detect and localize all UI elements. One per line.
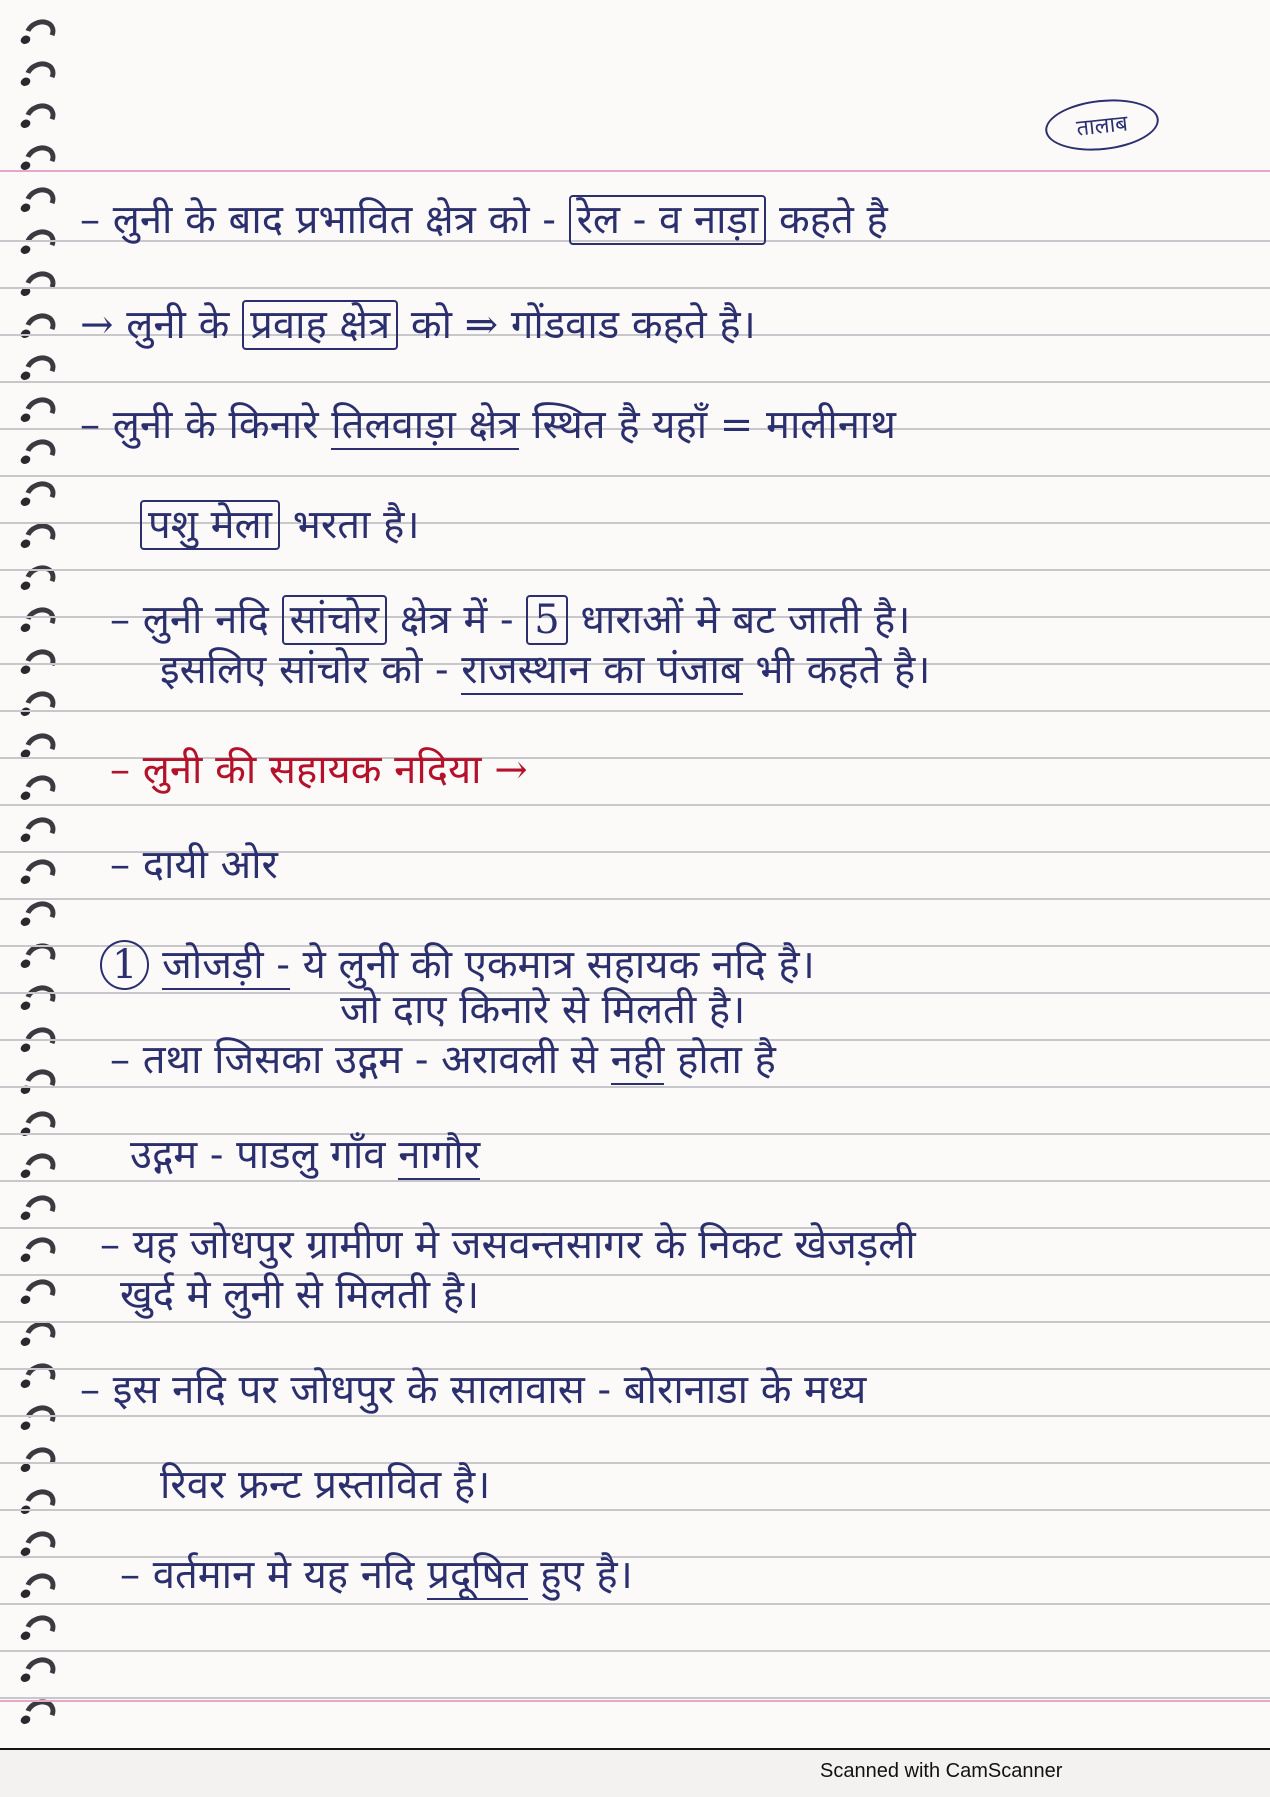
spiral-coil [20,56,60,93]
ruled-line [0,569,1270,571]
line-prefix: – [110,842,130,888]
spiral-coil [20,1568,60,1605]
circled-number: 5 [526,595,567,645]
line-text: यह जोधपुर ग्रामीण मे जसवन्तसागर के निकट खेजड़ली [132,1222,916,1268]
spiral-coil [20,182,60,219]
line-prefix: – [120,1552,140,1598]
spiral-coil [20,1190,60,1227]
spiral-coil [20,1064,60,1101]
note-line-15 [80,1367,867,1413]
line-prefix: – [80,1367,100,1413]
line-suffix: को ⇒ गोंडवाड कहते है। [410,302,756,348]
line-suffix: क्षेत्र में - [399,597,514,643]
line-text: दायी ओर [142,842,278,888]
tag-label: तालाब [1043,94,1162,156]
line-text: जो दाए किनारे से मिलती है। [340,987,746,1033]
underlined-term: नागौर [398,1132,481,1178]
scanner-watermark: Scanned with CamScanner [820,1760,1063,1782]
ruled-line [0,1415,1270,1417]
spiral-coil [20,854,60,891]
line-text: वर्तमान मे यह नदि [152,1552,415,1598]
spiral-coil [20,1484,60,1521]
line-text: रिवर फ्रन्ट प्रस्तावित है। [160,1462,491,1508]
spiral-coil [20,392,60,429]
page-bottom-edge [0,1748,1270,1750]
ruled-line [0,1180,1270,1182]
spiral-coil [20,1274,60,1311]
ruled-line [0,287,1270,289]
spiral-coil [20,896,60,933]
ruled-line [0,1321,1270,1323]
line-text: उद्गम - पाडलु गाँव [130,1132,386,1178]
line-suffix: भी कहते है। [755,647,931,693]
spiral-coil [20,1442,60,1479]
line-prefix: – [110,747,130,793]
boxed-term: रेल - व नाड़ा [569,195,767,245]
line-text: लुनी के किनारे [112,402,319,448]
line-text: लुनी के बाद प्रभावित क्षेत्र को - [112,197,556,243]
underlined-term: जोजड़ी - [162,942,290,988]
spiral-coil [20,266,60,303]
spiral-coil [20,308,60,345]
bottom-margin-line [0,1700,1270,1702]
spiral-coil [20,686,60,723]
note-line-16 [160,1462,491,1508]
note-line-13 [100,1222,916,1268]
ruled-line [0,381,1270,383]
spiral-coil [20,1358,60,1395]
line-prefix: – [80,197,100,243]
ruled-line [0,710,1270,712]
note-line-1 [80,197,888,243]
line-text: खुर्द मे लुनी से मिलती है। [120,1272,480,1318]
spiral-coil [20,1400,60,1437]
note-line-10 [340,987,746,1033]
line-suffix: होता है [677,1037,776,1083]
line-prefix: – [110,1037,130,1083]
line-text: इसलिए सांचोर को - [160,647,449,693]
underlined-term: नही [610,1037,665,1083]
spiral-coil [20,980,60,1017]
spiral-coil [20,770,60,807]
note-line-4 [140,502,420,548]
spiral-coil [20,476,60,513]
line-suffix: भरता है। [292,502,420,548]
circled-number: 1 [100,940,149,990]
underlined-term: राजस्थान का पंजाब [461,647,743,693]
note-line-2 [80,302,756,348]
spiral-coil [20,1652,60,1689]
note-line-9 [100,942,815,988]
spiral-binding [8,20,68,1740]
note-line-6 [160,647,931,693]
top-margin-line [0,170,1270,172]
line-prefix: – [100,1222,120,1268]
line-suffix: ये लुनी की एकमात्र सहायक नदि है। [302,942,815,988]
line-suffix: स्थित है यहाँ = मालीनाथ [532,402,896,448]
line-text: तथा जिसका उद्गम - अरावली से [142,1037,598,1083]
line-suffix: कहते है [778,197,888,243]
spiral-coil [20,1106,60,1143]
note-line-17 [120,1552,633,1598]
boxed-term: प्रवाह क्षेत्र [242,300,398,350]
spiral-coil [20,602,60,639]
note-line-5 [110,597,911,643]
spiral-coil [20,434,60,471]
boxed-term: सांचोर [282,595,388,645]
ruled-line [0,475,1270,477]
spiral-coil [20,560,60,597]
spiral-coil [20,224,60,261]
underlined-term: तिलवाड़ा क्षेत्र [331,402,520,448]
note-line-12 [130,1132,481,1178]
line-prefix: → [80,302,114,348]
underlined-term: प्रदूषित [427,1552,528,1598]
ruled-line [0,1697,1270,1699]
note-line-3 [80,402,896,448]
line-tail: धाराओं मे बट जाती है। [580,597,911,643]
ruled-line [0,804,1270,806]
line-text: लुनी नदि [142,597,269,643]
spiral-coil [20,812,60,849]
boxed-term: पशु मेला [140,500,280,550]
line-text: लुनी के [126,302,230,348]
note-line-14 [120,1272,480,1318]
note-line-8 [110,842,278,888]
spiral-coil [20,98,60,135]
spiral-coil [20,1232,60,1269]
spiral-coil [20,518,60,555]
spiral-coil [20,1022,60,1059]
line-prefix: – [80,402,100,448]
line-prefix: – [110,597,130,643]
heading-text: लुनी की सहायक नदिया → [142,747,528,793]
ruled-line [0,1086,1270,1088]
line-text: इस नदि पर जोधपुर के सालावास - बोरानाडा के मध्य [112,1367,867,1413]
note-line-11 [110,1037,776,1083]
spiral-coil [20,14,60,51]
spiral-coil [20,1610,60,1647]
ruled-line [0,1650,1270,1652]
ruled-line [0,1509,1270,1511]
section-heading [110,747,528,793]
spiral-coil [20,728,60,765]
ruled-line [0,1603,1270,1605]
ruled-line [0,898,1270,900]
line-suffix: हुए है। [540,1552,633,1598]
